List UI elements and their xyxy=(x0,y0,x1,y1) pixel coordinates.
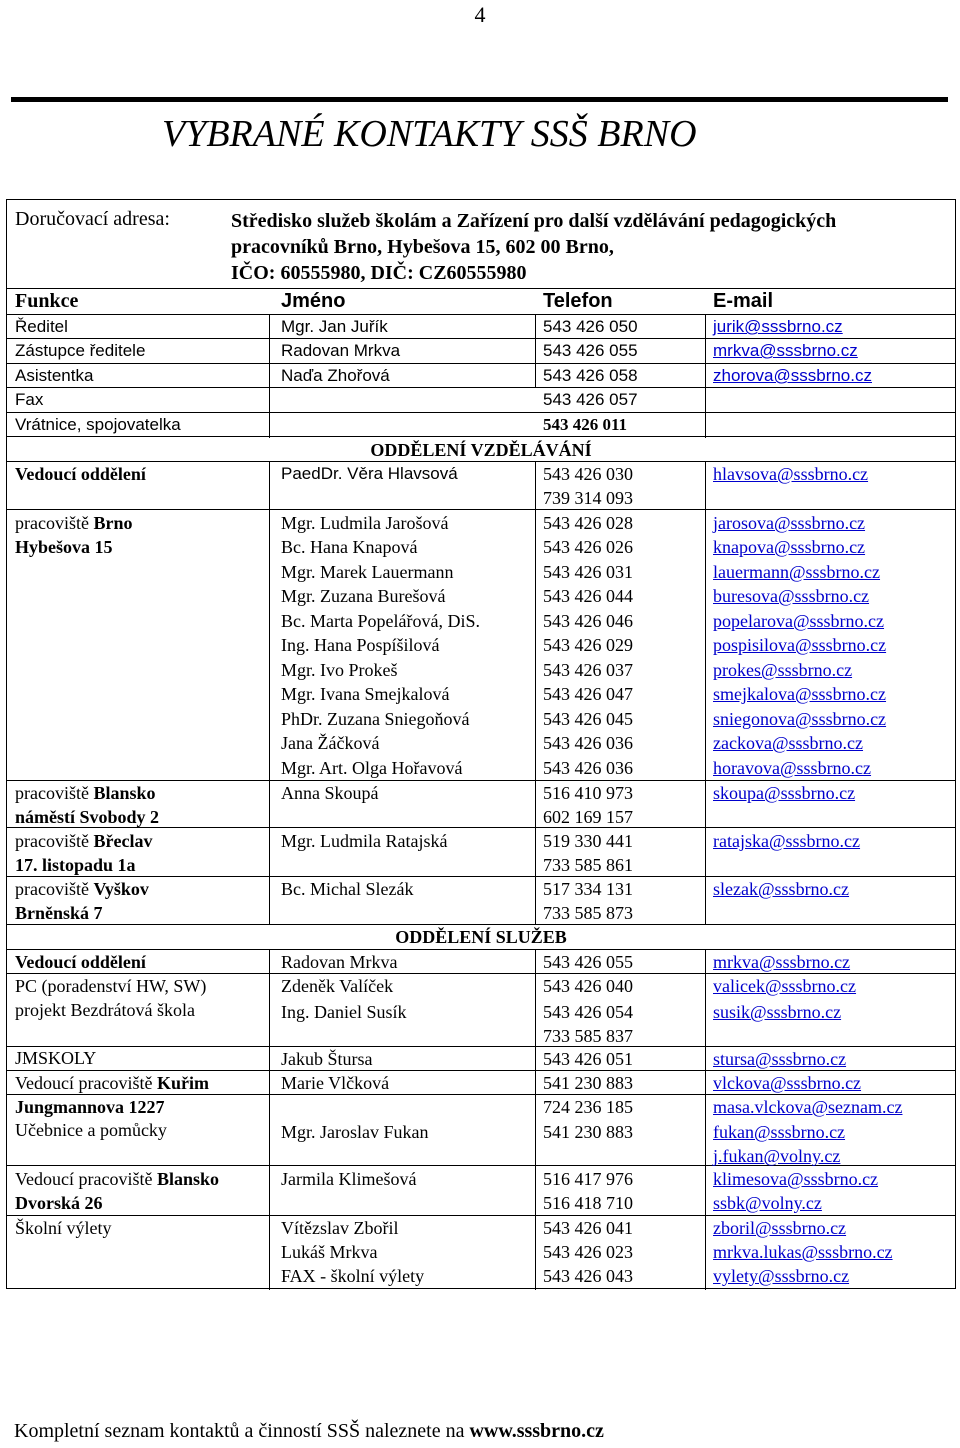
email-link[interactable]: zackova@sssbrno.cz xyxy=(713,733,864,753)
email-link[interactable]: jarosova@sssbrno.cz xyxy=(713,513,866,533)
email-link[interactable]: buresova@sssbrno.cz xyxy=(713,586,870,606)
header-jmeno: Jméno xyxy=(281,290,346,312)
email-link[interactable]: knapova@sssbrno.cz xyxy=(713,537,866,557)
email-link[interactable]: vlckova@sssbrno.cz xyxy=(713,1073,862,1093)
address-text: Středisko služeb školám a Zařízení pro další vzdělávání pedagogických pracovníků Brno, Hybešova 15, 602 00 Brno, IČO: 60555980, DIČ: CZ60555980 xyxy=(231,210,837,284)
email-link[interactable]: slezak@sssbrno.cz xyxy=(713,879,850,899)
email-link[interactable]: stursa@sssbrno.cz xyxy=(713,1049,847,1069)
email-link[interactable]: j.fukan@volny.cz xyxy=(713,1146,841,1166)
email-link[interactable]: vylety@sssbrno.cz xyxy=(713,1266,850,1286)
contact-table: Doručovací adresa: Středisko služeb školám a Zařízení pro další vzdělávání pedagogických pracovníků Brno, Hybešova 15, 602 00 Brno, IČO: 60555980, DIČ: CZ60555980 Funkce Jméno Telefon E-mail Ředitel Mgr. Jan Juřík 543 426 050 jurik@sssbrno.cz Zástupce ředitele Radovan Mrkva 543 426 055 mrkva@sssbrno.cz Asistentka Naďa Zhořová 543 426 058 zhorova@sssbrno.cz Fax 543 426 057 Vrátnice, spojovatelka 543 426 011 ODDĚLENÍ VZDĚLÁVÁNÍ Vedoucí oddělení PaedDr. Věra Hlavsová 543 426 030 739 314 093 hlavsova@sssbrno.cz pracoviště Brno Hybešova 15 Mgr. Ludmila Jarošová 543 426 028 jarosova@sssbrno.cz Bc. Hana Knapová 543 426 026 knapova@sssbrno.cz Mgr. Marek Lauermann 543 426 031 lauermann@sssbrno.cz Mgr. Zuzana Burešová 543 426 044 buresova@sssbrno.cz Bc. Marta Popelářová, DiS. 543 426 046 popelarova@sssbrno.cz Ing. Hana Pospíšilová 543 426 029 pospisilova@sssbrno.cz Mgr. Ivo Prokeš 543 426 037 prokes@sssbrno.cz Mgr. Ivana Smejkalová 543 426 047 smejkalova@sssbrno.cz PhDr. Zuzana Sniegoňová 543 426 045 sniegonova@sssbrno.cz Jana Žáčková 543 426 036 zackova@sssbrno.cz Mgr. Art. Olga Hořavová 543 426 036 horavova@sssbrno.cz pracoviště Blansko náměstí Svobody 2 Anna Skoupá 516 410 973 602 169 157 skoupa@sssbrno.cz pracoviště Břeclav 17. listopadu 1a Mgr. Ludmila Ratajská 519 330 441 733 585 861 ratajska@sssbrno.cz pracoviště Vyškov Brněnská 7 Bc. Michal Slezák 517 334 131 733 585 873 slezak@sssbrno.cz ODDĚLENÍ SLUŽEB Vedoucí oddělení Radovan Mrkva 543 426 055 mrkva@sssbrno.cz PC (poradenství HW, SW) Zdeněk Valíček 543 426 040 valicek@sssbrno.cz projekt Bezdrátová škola Ing. Daniel Susík 543 426 054 733 585 837 susik@sssbrno.cz JMSKOLY Jakub Štursa 543 426 051 stursa@sssbrno.cz Vedoucí pracoviště Kuřim Jungmannova 1227 Marie Vlčková 541 230 883 724 236 185 vlckova@sssbrno.cz masa.vlckova@seznam.cz Učebnice a pomůcky Mgr. Jaroslav Fukan 541 230 883 fukan@sssbrno.cz j.fukan@volny.cz Vedoucí pracoviště Blansko Dvorská 26 Jarmila Klimešová 516 417 976 516 418 710 klimesova@sssbrno.cz ssbk@volny.cz Školní výlety Vítězslav Zbořil Lukáš Mrkva FAX - školní výlety 543 426 041 543 426 023 543 426 043 zboril@sssbrno.cz mrkva.lukas@sssbrno.cz vylety@sssbrno.cz xyxy=(6,199,956,1289)
footer-note: Kompletní seznam kontaktů a činností SSŠ naleznete na www.sssbrno.cz xyxy=(14,1420,604,1442)
brno-label-line2: Hybešova 15 xyxy=(15,537,113,557)
email-link[interactable]: prokes@sssbrno.cz xyxy=(713,660,853,680)
email-link[interactable]: klimesova@sssbrno.cz xyxy=(713,1169,879,1189)
email-link[interactable]: fukan@sssbrno.cz xyxy=(713,1122,846,1142)
email-link[interactable]: sniegonova@sssbrno.cz xyxy=(713,709,887,729)
email-link[interactable]: jurik@sssbrno.cz xyxy=(713,317,843,336)
address-label: Doručovací adresa: xyxy=(15,208,170,230)
section-sluzeb: ODDĚLENÍ SLUŽEB xyxy=(395,927,567,947)
email-link[interactable]: zhorova@sssbrno.cz xyxy=(713,366,872,385)
page-title: VYBRANÉ KONTAKTY SSŠ BRNO xyxy=(162,113,697,155)
email-link[interactable]: valicek@sssbrno.cz xyxy=(713,976,857,996)
header-email: E-mail xyxy=(713,290,774,312)
email-link[interactable]: ratajska@sssbrno.cz xyxy=(713,831,861,851)
title-rule xyxy=(11,97,948,102)
page-number: 4 xyxy=(474,2,486,27)
header-telefon: Telefon xyxy=(543,290,613,312)
email-link[interactable]: masa.vlckova@seznam.cz xyxy=(713,1097,903,1117)
email-link[interactable]: susik@sssbrno.cz xyxy=(713,1002,842,1022)
email-link[interactable]: mrkva@sssbrno.cz xyxy=(713,341,858,360)
section-vzdelavani: ODDĚLENÍ VZDĚLÁVÁNÍ xyxy=(370,440,592,460)
email-link[interactable]: popelarova@sssbrno.cz xyxy=(713,611,885,631)
email-link[interactable]: smejkalova@sssbrno.cz xyxy=(713,684,887,704)
header-funkce: Funkce xyxy=(15,290,79,312)
table-row: Vedoucí oddělení PaedDr. Věra Hlavsová 543 426 030 739 314 093 hlavsova@sssbrno.cz xyxy=(15,464,869,508)
brno-label-line1: pracoviště Brno xyxy=(15,513,133,533)
email-link[interactable]: pospisilova@sssbrno.cz xyxy=(713,635,887,655)
email-link[interactable]: mrkva@sssbrno.cz xyxy=(713,952,851,972)
footer-link[interactable]: www.sssbrno.cz xyxy=(469,1420,604,1442)
email-link[interactable]: mrkva.lukas@sssbrno.cz xyxy=(713,1242,893,1262)
email-link[interactable]: ssbk@volny.cz xyxy=(713,1193,822,1213)
email-link[interactable]: lauermann@sssbrno.cz xyxy=(713,562,881,582)
email-link[interactable]: hlavsova@sssbrno.cz xyxy=(713,464,869,484)
email-link[interactable]: zboril@sssbrno.cz xyxy=(713,1218,847,1238)
email-link[interactable]: horavova@sssbrno.cz xyxy=(713,758,872,778)
email-link[interactable]: skoupa@sssbrno.cz xyxy=(713,783,856,803)
